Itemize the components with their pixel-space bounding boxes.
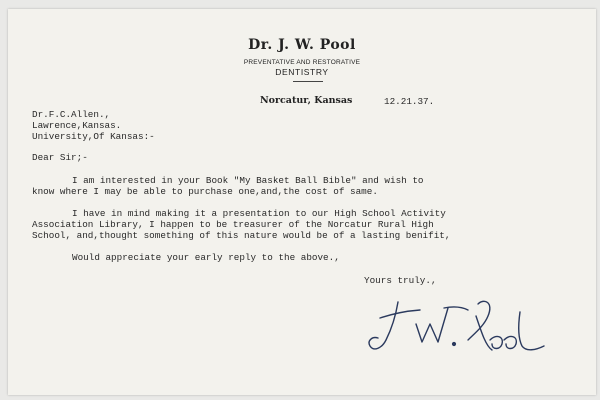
signature-image: [358, 294, 558, 364]
letter-date: 12.21.37.: [384, 96, 435, 107]
body-line: I have in mind making it a presentation to our High School Activity: [72, 208, 446, 219]
body-line: I am interested in your Book "My Basket Ball Bible" and wish to: [72, 175, 424, 186]
recipient-line-3: University,Of Kansas:-: [32, 131, 155, 142]
letterhead-rule: [293, 81, 323, 82]
body-line: Association Library, I happen to be treasurer of the Norcatur Rural High: [32, 219, 434, 230]
letterhead-place: Norcatur, Kansas: [260, 95, 353, 106]
recipient-line-2: Lawrence,Kansas.: [32, 120, 122, 131]
closing: Yours truly.,: [364, 275, 437, 286]
body-line: School, and,thought something of this nature would be of a lasting benifit,: [32, 230, 451, 241]
recipient-line-1: Dr.F.C.Allen.,: [32, 109, 111, 120]
letterhead-department: DENTISTRY: [275, 67, 329, 77]
body-line: Would appreciate your early reply to the above.,: [72, 252, 340, 263]
letterhead-subtitle: PREVENTATIVE AND RESTORATIVE: [243, 59, 361, 66]
body-line: know where I may be able to purchase one,and,the cost of same.: [32, 186, 378, 197]
letterhead-name: Dr. J. W. Pool: [248, 37, 356, 53]
letter-page: [8, 9, 596, 395]
salutation: Dear Sir;-: [32, 152, 88, 163]
